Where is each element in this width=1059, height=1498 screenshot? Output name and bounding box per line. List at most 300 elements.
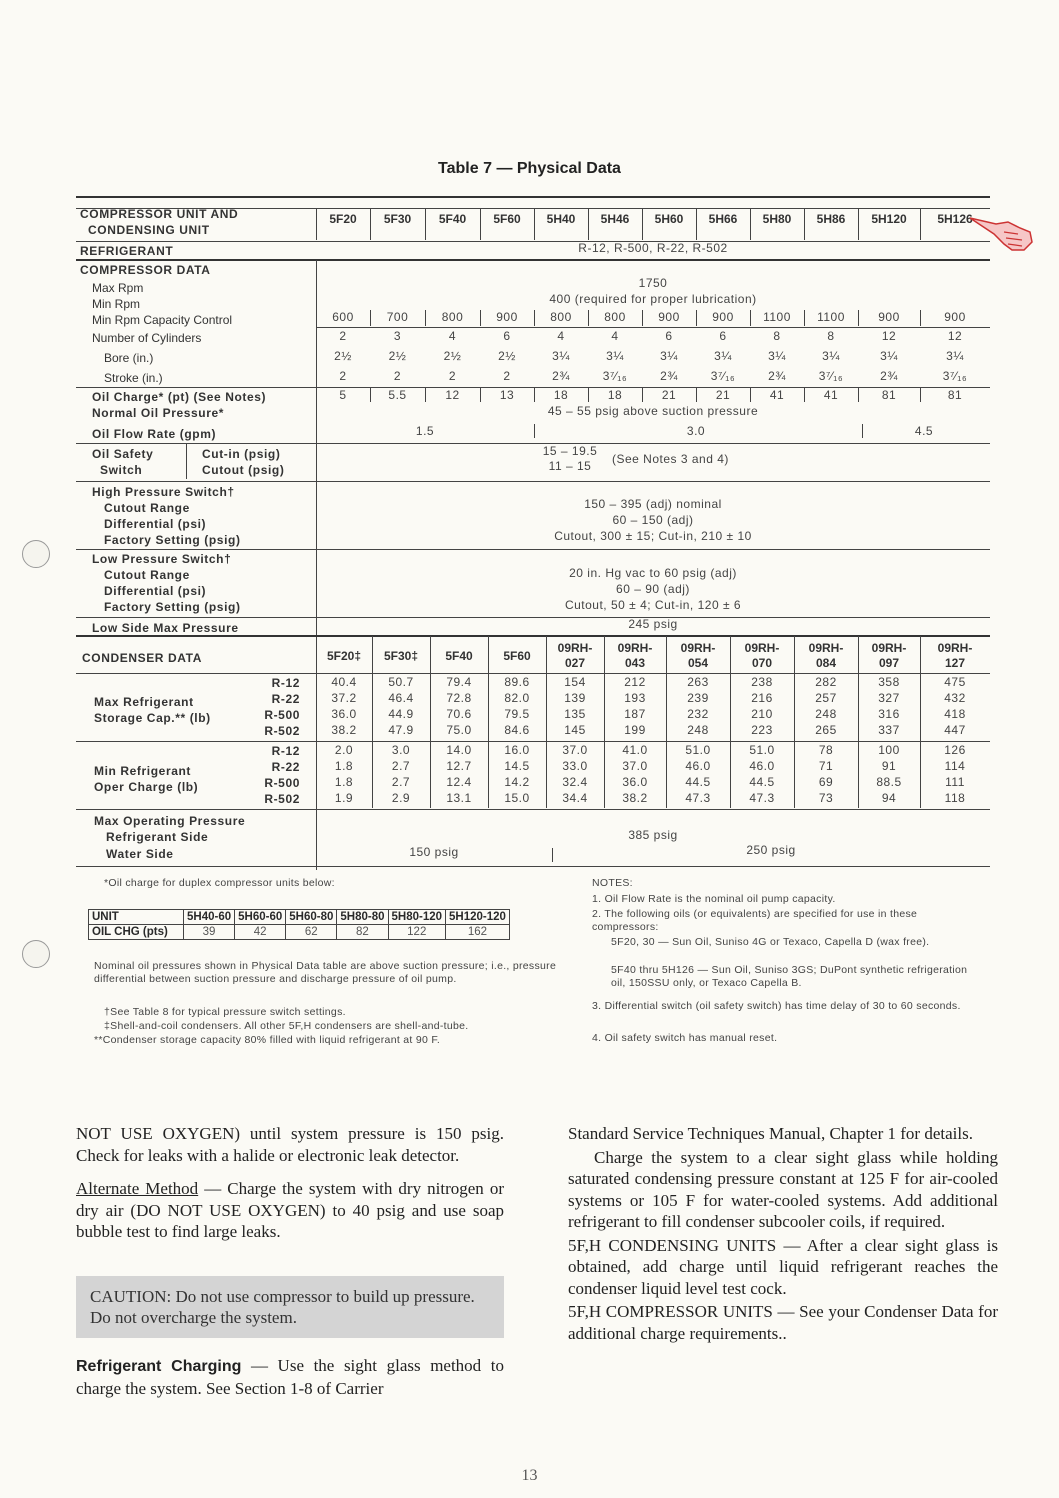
max-storage-value: 248 [815,707,837,721]
condenser-model-header: 043 [624,656,646,670]
min-oper-value: 46.0 [749,759,775,773]
cylinders-value: 12 [947,329,963,343]
model-header: 5H66 [708,212,738,226]
max-storage-value: 248 [687,723,709,737]
max-storage-value: 145 [564,723,586,737]
condenser-model-header: 5F40 [445,649,473,663]
page-number: 13 [521,1467,538,1484]
min-oper-value: 1.8 [334,759,354,773]
duplex-unit: 5H80-120 [388,910,446,925]
punch-hole-icon [22,940,50,968]
min-oper-value: 91 [881,759,897,773]
min-oper-value: 47.3 [749,791,775,805]
max-storage-value: 193 [624,691,646,705]
max-storage-value: 216 [751,691,773,705]
rule-line [696,388,697,402]
rule-line [480,310,481,326]
bore-value: 2½ [334,349,352,363]
rule-line [316,327,990,328]
max-storage-label: Storage Cap.** (lb) [94,711,211,725]
max-rpm-value: 1750 [638,276,668,290]
min-oper-value: 2.0 [334,743,354,757]
rule-line [920,310,921,326]
model-header: 5F20 [329,212,357,226]
oil-safety-label: Oil Safety [92,447,154,461]
max-storage-value: 238 [751,675,773,689]
rule-line [186,443,187,479]
rule-line [370,208,371,240]
max-storage-value: 44.9 [388,707,414,721]
oil-safety-note: (See Notes 3 and 4) [612,452,729,466]
bore-value: 3¼ [606,349,624,363]
rule-line [534,310,535,326]
cylinders-value: 3 [393,329,402,343]
refrigerant-type: R-12 [271,676,300,690]
max-storage-value: 257 [815,691,837,705]
rule-line [642,208,643,240]
stroke-value: 2 [339,369,347,383]
duplex-unit: 5H80-80 [337,910,388,925]
oil-charge-value: 81 [881,388,897,402]
duplex-unit: 5H40-60 [184,910,235,925]
max-storage-value: 199 [624,723,646,737]
model-header: 5F40 [438,212,467,226]
condenser-model-header: 09RH- [744,641,780,655]
max-operating-label: Water Side [106,847,174,861]
stroke-value: 2 [448,369,457,383]
bore-value: 3¼ [552,349,570,363]
footnote-nominal: Nominal oil pressures shown in Physical Data table are above suction pressure; i.e., pressure differential between suction pressure and discharge pressure of oil pump. [94,960,557,985]
note-2a: 5F20, 30 — Sun Oil, Suniso 4G or Texaco, Capella D (wax free). [611,936,930,948]
bore-value: 2½ [388,349,407,363]
rule-line [534,208,535,240]
model-header: 5H80 [762,212,792,226]
max-storage-value: 154 [564,675,586,689]
duplex-unit: 5H120-120 [446,910,510,925]
high-pressure-sub-label: Cutout Range [104,501,190,515]
min-rpm-cap-value: 900 [658,310,680,324]
oil-charge-value: 5 [339,388,347,402]
max-storage-value: 37.2 [331,691,357,705]
stroke-label: Stroke (in.) [104,371,163,385]
refrigerant-type: R-502 [264,724,300,738]
min-oper-value: 14.5 [504,759,530,773]
condenser-data-label: CONDENSER DATA [82,651,202,665]
cut-in-value: 15 – 19.5 [542,444,598,458]
model-header: 5H40 [546,212,576,226]
cylinders-value: 4 [557,329,565,343]
bore-value: 2½ [443,349,462,363]
oil-charge-value: 13 [499,388,515,402]
oil-charge-value: 21 [715,388,731,402]
cylinders-value: 2 [339,329,347,343]
max-storage-value: 40.4 [331,675,357,689]
rule-line [858,310,859,326]
min-rpm-cap-value: 800 [604,310,626,324]
min-rpm-cap-value: 900 [944,310,966,324]
bore-value: 3¼ [822,349,840,363]
min-rpm-value: 400 (required for proper lubrication) [549,292,757,306]
rule-line [76,196,990,198]
min-rpm-cap-value: 800 [550,310,572,324]
water-side-value: 150 psig [409,845,459,859]
oil-header: OIL CHG (pts) [89,925,184,940]
min-oper-value: 33.0 [562,759,588,773]
cutout-label: Cutout (psig) [202,463,285,477]
model-header: 5F60 [493,212,521,226]
min-oper-value: 51.0 [685,743,711,757]
refrigerant-label: REFRIGERANT [80,244,174,258]
rule-line [588,310,589,326]
rule-line [750,388,751,402]
oil-charge-value: 41 [769,388,785,402]
oil-flow-value: 4.5 [914,424,934,438]
table-title: Table 7 — Physical Data [438,160,621,177]
rule-line [588,208,589,240]
refrigerant-charging-heading: Refrigerant Charging [76,1358,242,1375]
rule-line [588,388,589,402]
low-pressure-sub-label: Cutout Range [104,568,190,582]
rule-line [750,208,751,240]
refrigerant-value: R-12, R-500, R-22, R-502 [578,241,728,255]
min-rpm-label: Min Rpm [92,297,141,311]
min-oper-value: 47.3 [685,791,711,805]
max-storage-value: 70.6 [446,707,472,721]
alternate-method-heading: Alternate Method [76,1179,199,1198]
stroke-value: 3⁷⁄₁₆ [818,369,844,383]
cylinders-value: 6 [719,329,727,343]
max-storage-value: 79.4 [446,675,472,689]
high-pressure-sub-label: Factory Setting (psig) [104,533,241,547]
min-rpm-cap-label: Min Rpm Capacity Control [92,313,233,327]
min-oper-value: 126 [944,743,966,757]
condenser-model-header: 070 [751,656,773,670]
min-oper-value: 37.0 [622,759,648,773]
min-oper-value: 15.0 [504,791,530,805]
rule-line [534,424,535,438]
min-rpm-cap-value: 900 [496,310,518,324]
model-header: 5H46 [600,212,630,226]
stroke-value: 2 [393,369,402,383]
max-storage-value: 36.0 [331,707,357,721]
min-rpm-cap-value: 600 [332,310,354,324]
min-oper-value: 3.0 [391,743,411,757]
cylinders-value: 6 [665,329,673,343]
condenser-model-header: 5F60 [503,649,531,663]
rule-line [425,208,426,240]
cylinders-value: 4 [448,329,457,343]
rule-line [804,310,805,326]
rule-line [534,388,535,402]
rule-line [76,741,990,742]
condensing-units-paragraph: 5F,H CONDENSING UNITS — After a clear sight glass is obtained, add charge until liquid refrigerant reaches the condenser liquid level test cock. [568,1235,998,1298]
min-oper-value: 14.2 [504,775,530,789]
duplex-charge: 82 [337,925,388,940]
high-pressure-value: Cutout, 300 ± 15; Cut-in, 210 ± 10 [554,529,752,543]
stroke-value: 2 [503,369,511,383]
high-pressure-sub-label: Differential (psi) [104,517,207,531]
duplex-unit: 5H60-80 [286,910,337,925]
compressor-data-label: COMPRESSOR DATA [80,263,211,277]
note-2b: 5F40 thru 5H126 — Sun Oil, Suniso 3GS; DuPont synthetic refrigeration oil, 150SSU only, or Texaco Capella B. [611,964,968,989]
water-side-value: 250 psig [746,843,796,857]
note-4: 4. Oil safety switch has manual reset. [592,1032,778,1044]
pointing-hand-icon [968,210,1038,260]
footnote-dagger: †See Table 8 for typical pressure switch settings. [104,1006,346,1018]
max-storage-value: 89.6 [504,675,530,689]
cylinders-value: 8 [827,329,835,343]
min-oper-value: 2.9 [391,791,411,805]
oil-charge-label: Oil Charge* (pt) (See Notes) [92,390,267,404]
oil-safety-label: Switch [100,463,143,477]
model-header: 5F30 [383,212,412,226]
max-storage-value: 135 [564,707,586,721]
rule-line [76,866,990,867]
max-storage-value: 84.6 [504,723,530,737]
min-oper-value: 1.8 [334,775,354,789]
rule-line [425,310,426,326]
rule-line [862,424,863,438]
condenser-model-header: 084 [815,656,837,670]
rule-line [370,388,371,402]
min-oper-value: 73 [818,791,834,805]
model-header: 5H60 [654,212,684,226]
min-oper-value: 12.7 [446,759,472,773]
max-storage-value: 38.2 [331,723,357,737]
min-oper-value: 78 [818,743,834,757]
condenser-model-header: 5F30‡ [383,649,419,663]
min-oper-value: 118 [944,791,966,805]
model-header: 5H120 [871,212,907,226]
max-storage-value: 232 [687,707,709,721]
rule-line [552,848,553,862]
bore-value: 3¼ [660,349,678,363]
min-oper-value: 1.9 [334,791,354,805]
refrigerant-type: R-22 [271,760,300,774]
rule-line [76,387,990,388]
max-storage-value: 263 [687,675,709,689]
min-rpm-cap-value: 800 [441,310,464,324]
rule-line [76,673,990,674]
min-oper-value: 44.5 [685,775,711,789]
oil-flow-label: Oil Flow Rate (gpm) [92,427,217,441]
min-oper-value: 13.1 [446,791,472,805]
min-oper-value: 46.0 [685,759,711,773]
max-storage-value: 187 [624,707,646,721]
stroke-value: 3⁷⁄₁₆ [602,369,628,383]
min-oper-value: 111 [945,775,965,789]
condenser-model-header: 097 [878,656,900,670]
note-2: 2. The following oils (or equivalents) are specified for use in these compressors: [592,908,918,933]
min-rpm-cap-value: 1100 [817,310,845,324]
min-oper-value: 16.0 [504,743,530,757]
max-storage-value: 72.8 [446,691,472,705]
refrigerant-type: R-12 [271,744,300,758]
max-storage-value: 418 [944,707,966,721]
header-label: CONDENSING UNIT [88,223,210,237]
compressor-units-paragraph: 5F,H COMPRESSOR UNITS — See your Condenser Data for additional charge requirements.. [568,1302,998,1343]
min-oper-value: 12.4 [446,775,472,789]
max-storage-value: 282 [815,675,837,689]
refrigerant-charging-paragraph [76,1355,504,1399]
oil-charge-value: 81 [947,388,963,402]
max-storage-value: 139 [564,691,586,705]
header-label: COMPRESSOR UNIT AND [80,207,239,221]
duplex-unit: 5H60-60 [235,910,286,925]
service-manual-paragraph: Standard Service Techniques Manual, Chapter 1 for details. [568,1124,973,1143]
oil-charge-value: 18 [607,388,623,402]
min-oper-value: 36.0 [622,775,648,789]
min-oper-value: 41.0 [622,743,648,757]
max-storage-value: 239 [687,691,709,705]
max-storage-value: 210 [751,707,773,721]
oil-charge-value: 12 [445,388,460,402]
min-oper-value: 94 [881,791,897,805]
rule-line [750,310,751,326]
oil-charge-value: 18 [553,388,569,402]
stroke-value: 3⁷⁄₁₆ [942,369,968,383]
duplex-caption: *Oil charge for duplex compressor units below: [104,877,335,889]
refrigerant-type: R-502 [264,792,300,806]
max-storage-value: 475 [944,675,966,689]
cylinders-value: 4 [611,329,619,343]
max-storage-value: 46.4 [388,691,414,705]
min-oper-value: 34.4 [562,791,588,805]
oil-charge-value: 21 [661,388,677,402]
condenser-model-header: 09RH- [617,641,653,655]
condenser-model-header: 5F20‡ [326,649,362,663]
condenser-model-header: 127 [944,656,966,670]
oil-charge-value: 41 [823,388,839,402]
rule-line [316,208,317,240]
bore-value: 2½ [498,349,516,363]
cutout-value: 11 – 15 [548,459,592,473]
refrigerant-type: R-500 [264,708,300,722]
max-operating-label: Refrigerant Side [106,830,209,844]
max-storage-value: 75.0 [446,723,472,737]
note-3: 3. Differential switch (oil safety switch) has time delay of 30 to 60 seconds. [592,1000,961,1012]
min-oper-value: 37.0 [562,743,588,757]
max-operating-label: Max Operating Pressure [94,814,246,828]
rule-line [804,208,805,240]
rule-line [858,388,859,402]
bore-value: 3¼ [768,349,786,363]
duplex-charge: 162 [446,925,510,940]
rule-line [370,310,371,326]
duplex-oil-table [88,909,510,940]
max-storage-value: 316 [878,707,900,721]
footnote-shell: ‡Shell-and-coil condensers. All other 5F,H condensers are shell-and-tube. [104,1020,469,1032]
unit-header: UNIT [89,910,184,925]
cut-in-label: Cut-in (psig) [202,447,281,461]
notes-heading: NOTES: [592,877,633,889]
rule-line [696,310,697,326]
low-pressure-sub-label: Differential (psi) [104,584,207,598]
max-storage-value: 327 [878,691,900,705]
rule-line [642,388,643,402]
min-oper-value: 32.4 [562,775,588,789]
cylinders-label: Number of Cylinders [92,331,202,345]
stroke-value: 2¾ [660,369,678,383]
low-side-label: Low Side Max Pressure [92,621,239,635]
min-rpm-cap-value: 1100 [763,310,791,324]
max-storage-value: 79.5 [504,707,530,721]
oil-flow-value: 1.5 [415,424,435,438]
leak-check-paragraph: NOT USE OXYGEN) until system pressure is 150 psig. Check for leaks with a halide or electronic leak detector. [76,1124,504,1165]
min-oper-value: 38.2 [622,791,648,805]
punch-hole-icon [22,540,50,568]
note-1: 1. Oil Flow Rate is the nominal oil pump capacity. [592,893,836,905]
condenser-model-header: 09RH- [557,641,593,655]
rule-line [804,388,805,402]
duplex-charge: 42 [235,925,286,940]
max-storage-value: 337 [878,723,900,737]
stroke-value: 2¾ [768,369,786,383]
oil-flow-value: 3.0 [686,424,706,438]
rule-line [425,388,426,402]
refrigerant-type: R-22 [271,692,300,706]
max-storage-value: 47.9 [388,723,414,737]
alternate-method-paragraph [76,1178,504,1243]
max-operating-value: 385 psig [628,828,678,842]
min-oper-label: Min Refrigerant [94,764,192,778]
rule-line [76,809,990,810]
cylinders-value: 12 [881,329,897,343]
refrigerant-type: R-500 [264,776,300,790]
duplex-charge: 62 [286,925,337,940]
min-oper-value: 71 [818,759,834,773]
stroke-value: 2¾ [880,369,898,383]
min-oper-value: 2.7 [391,775,411,789]
high-pressure-value: 60 – 150 (adj) [612,513,694,527]
low-pressure-value: 20 in. Hg vac to 60 psig (adj) [569,566,737,580]
condenser-model-header: 09RH- [871,641,907,655]
low-pressure-switch-label: Low Pressure Switch† [92,552,232,566]
caution-box: CAUTION: Do not use compressor to build up pressure. Do not overcharge the system. [76,1276,504,1338]
rule-line [696,208,697,240]
high-pressure-value: 150 – 395 (adj) nominal [584,497,722,511]
model-header: 5H126 [937,212,973,226]
cylinders-value: 6 [503,329,511,343]
min-oper-value: 88.5 [876,775,902,789]
rule-line [920,388,921,402]
sight-glass-paragraph: Charge the system to a clear sight glass while holding saturated condensing pressure constant at 125 F for air-cooled systems or 105 F for water-cooled systems. Add additional refrigerant to fill condenser subcooler coils, if required. [568,1147,998,1231]
footnote-storage: **Condenser storage capacity 80% filled with liquid refrigerant at 90 F. [94,1034,441,1046]
min-oper-value: 2.7 [391,759,411,773]
rule-line [76,549,990,550]
min-oper-label: Oper Charge (lb) [94,780,199,794]
min-oper-value: 51.0 [749,743,775,757]
duplex-charge: 122 [388,925,446,940]
low-pressure-value: 60 – 90 (adj) [616,582,690,596]
min-rpm-cap-value: 900 [878,310,900,324]
rule-line [642,310,643,326]
condenser-model-header: 054 [687,656,709,670]
min-oper-value: 100 [878,743,900,757]
condenser-model-header: 09RH- [937,641,973,655]
rule-line [480,208,481,240]
min-rpm-cap-value: 900 [712,310,734,324]
condenser-model-header: 09RH- [680,641,716,655]
max-storage-value: 358 [878,675,900,689]
stroke-value: 2¾ [552,369,570,383]
bore-label: Bore (in.) [104,351,154,365]
rule-line [480,388,481,402]
low-pressure-sub-label: Factory Setting (psig) [104,600,241,614]
max-storage-value: 447 [944,723,966,737]
duplex-charge: 39 [184,925,235,940]
body-left-column [76,1123,504,1243]
